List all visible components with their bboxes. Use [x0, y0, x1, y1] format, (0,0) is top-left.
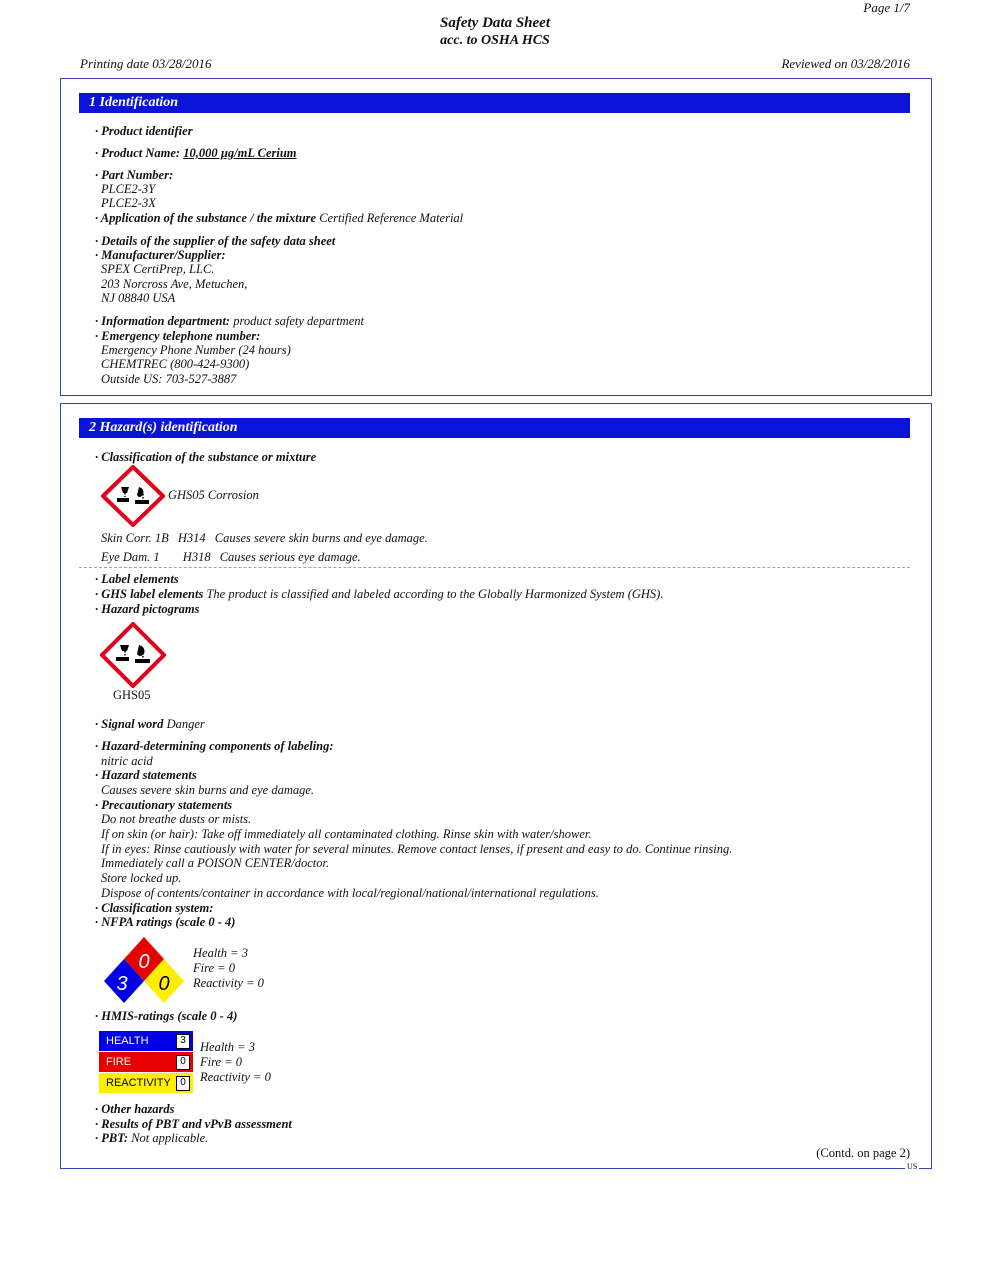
pbt-label: · PBT: [95, 1131, 129, 1145]
pictogram-name: GHS05 [113, 688, 151, 702]
hazard-statements-label: · Hazard statements [95, 768, 197, 782]
continued-note: (Contd. on page 2) [816, 1146, 910, 1160]
application [95, 211, 463, 226]
hmis-text-health: Health = 3 [200, 1040, 255, 1054]
hmis-text-reactivity: Reactivity = 0 [200, 1070, 271, 1084]
signal-value: Danger [166, 717, 205, 731]
application-value: Certified Reference Material [319, 211, 464, 225]
manufacturer-line-3: NJ 08840 USA [101, 291, 176, 305]
divider [79, 567, 910, 568]
hmis-health-name: HEALTH [106, 1035, 149, 1047]
product-name-value: 10,000 µg/mL Cerium [183, 146, 297, 160]
class-code: H318 [182, 550, 211, 564]
class-code: H314 [177, 531, 206, 545]
nfpa-text-health: Health = 3 [193, 946, 248, 960]
hazard-components-value: nitric acid [101, 754, 153, 768]
nfpa-diamond [100, 935, 188, 1005]
part-number-label: · Part Number: [95, 168, 174, 182]
supplier-details: · Details of the supplier of the safety data sheet [95, 234, 336, 248]
classification-system: · Classification system: [95, 901, 214, 915]
hazard-pictograms-label: · Hazard pictograms [95, 602, 200, 616]
part-number-1: PLCE2-3Y [101, 182, 156, 196]
application-label: · Application of the substance / the mixture [95, 211, 317, 225]
signal-word [95, 717, 205, 732]
hmis-health-row [99, 1031, 193, 1051]
reviewed-date: Reviewed on 03/28/2016 [781, 56, 910, 71]
label-elements: · Label elements [95, 572, 179, 586]
hmis-reactivity-name: REACTIVITY [106, 1077, 171, 1089]
ghs-caption: GHS05 Corrosion [168, 488, 259, 502]
nfpa-text-reactivity: Reactivity = 0 [193, 976, 264, 990]
classification-label: · Classification of the substance or mixture [95, 450, 317, 464]
hmis-fire-value: 0 [176, 1055, 190, 1070]
nfpa-text-fire: Fire = 0 [193, 961, 235, 975]
nfpa-reactivity-value: 0 [158, 973, 170, 995]
precautionary-line-2: If on skin (or hair): Take off immediately all contaminated clothing. Rinse skin with water/shower. [101, 827, 592, 841]
class-text: Causes severe skin burns and eye damage. [214, 531, 428, 545]
hmis-reactivity-row [99, 1073, 193, 1093]
hmis-label: · HMIS-ratings (scale 0 - 4) [95, 1009, 238, 1023]
product-name-label: · Product Name: [95, 146, 181, 160]
nfpa-fire-value: 0 [138, 951, 150, 973]
emergency-label: · Emergency telephone number: [95, 329, 261, 343]
pbt [95, 1131, 208, 1146]
hmis-health-value: 3 [176, 1034, 190, 1049]
product-identifier: · Product identifier [95, 124, 193, 138]
other-hazards: · Other hazards [95, 1102, 175, 1116]
precautionary-line-4: Immediately call a POISON CENTER/doctor. [101, 856, 330, 870]
hmis-reactivity-value: 0 [176, 1076, 190, 1091]
manufacturer-label: · Manufacturer/Supplier: [95, 248, 226, 262]
class-text: Causes serious eye damage. [219, 550, 361, 564]
hmis-fire-name: FIRE [106, 1056, 132, 1068]
ghs-label-label: · GHS label elements [95, 587, 204, 601]
precautionary-line-5: Store locked up. [101, 871, 182, 885]
precautionary-line-3: If in eyes: Rinse cautiously with water for several minutes. Remove contact lenses, if present and easy to do. Continue rinsing. [101, 842, 733, 856]
ghs05-pictogram-icon [100, 622, 166, 688]
hazard-components-label: · Hazard-determining components of labeling: [95, 739, 334, 753]
precautionary-line-6: Dispose of contents/container in accordance with local/regional/national/international regulations. [101, 886, 599, 900]
precautionary-line-1: Do not breathe dusts or mists. [101, 812, 252, 826]
printing-date: Printing date 03/28/2016 [80, 56, 212, 71]
manufacturer-line-1: SPEX CertiPrep, LLC. [101, 262, 215, 276]
manufacturer-line-2: 203 Norcross Ave, Metuchen, [101, 277, 248, 291]
pbt-assessment: · Results of PBT and vPvB assessment [95, 1117, 292, 1131]
precautionary-label: · Precautionary statements [95, 798, 233, 812]
document-title: Safety Data Sheet [440, 15, 550, 31]
emergency-line-1: Emergency Phone Number (24 hours) [101, 343, 291, 357]
ghs-label-value: The product is classified and labeled according to the Globally Harmonized System (GHS). [206, 587, 664, 601]
section-2-title: 2 Hazard(s) identification [79, 418, 910, 438]
info-dept-value: product safety department [233, 314, 364, 328]
ghs-label-elements [95, 587, 663, 602]
nfpa-health-value: 3 [116, 973, 128, 995]
hazard-statements-value: Causes severe skin burns and eye damage. [101, 783, 315, 797]
class-row-1 [101, 531, 428, 546]
class-row-2 [101, 550, 361, 565]
class-cat: Eye Dam. 1 [101, 550, 160, 564]
document-subtitle: acc. to OSHA HCS [440, 33, 550, 48]
nfpa-label: · NFPA ratings (scale 0 - 4) [95, 915, 236, 929]
info-dept-label: · Information department: [95, 314, 231, 328]
hmis-text-fire: Fire = 0 [200, 1055, 242, 1069]
hmis-fire-row [99, 1052, 193, 1072]
ghs05-corrosion-icon [101, 465, 165, 527]
country-code: US [907, 1162, 918, 1171]
pbt-value: Not applicable. [131, 1131, 209, 1145]
information-department [95, 314, 364, 329]
product-name [95, 146, 297, 161]
class-cat: Skin Corr. 1B [101, 531, 169, 545]
emergency-line-3: Outside US: 703-527-3887 [101, 372, 237, 386]
signal-label: · Signal word [95, 717, 164, 731]
page-number: Page 1/7 [863, 0, 910, 15]
part-number-2: PLCE2-3X [101, 196, 156, 210]
section-1-title: 1 Identification [79, 93, 910, 113]
emergency-line-2: CHEMTREC (800-424-9300) [101, 357, 250, 371]
